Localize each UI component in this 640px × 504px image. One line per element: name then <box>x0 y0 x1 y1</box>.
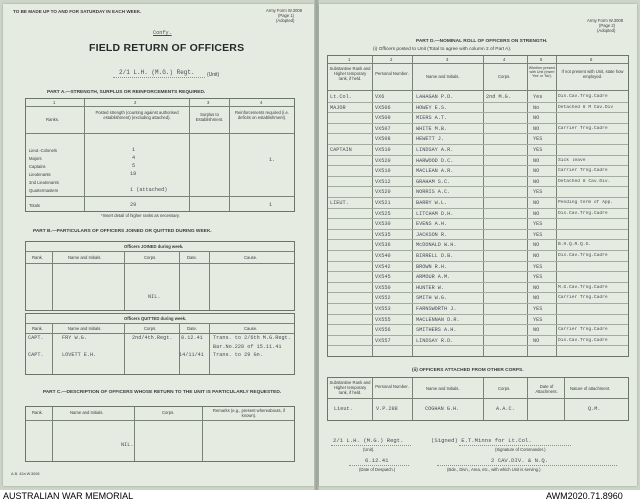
roll-cell-yes: NO <box>533 253 540 259</box>
form-print-code: A.B. 42a W.3008 <box>11 472 40 476</box>
roll-cell-yes: YES <box>533 306 543 312</box>
roll-cell-name: JACKSON R. <box>416 231 448 238</box>
army-form-label: Army Form W.3008 <box>266 8 303 13</box>
roll-cell-rank: MAJOR <box>330 104 346 111</box>
adopted-label: (Adopted) <box>276 18 295 23</box>
roll-cell-emp: Dis.Cav.Trng.Cadre <box>558 210 608 216</box>
roll-cell-yes: YES <box>533 221 543 228</box>
roll-cell-num: VX510 <box>375 147 391 153</box>
roll-cell-num: VX535 <box>375 231 391 238</box>
archive-caption-bar <box>0 490 640 504</box>
roll-cell-name: LINDSAY R.D. <box>416 337 454 344</box>
form-title: FIELD RETURN OF OFFICERS <box>89 42 245 54</box>
roll-cell-emp: Dis.Cav.Trng.Cadre <box>558 253 608 258</box>
roll-cell-name: BIRRELL D.B. <box>416 253 454 259</box>
roll-cell-num: VX553 <box>375 306 391 312</box>
roll-cell-num: VX521 <box>375 200 391 206</box>
part-c-nil: NIL. <box>121 442 134 448</box>
roll-cell-name: ARMOUR A.M. <box>416 274 451 281</box>
roll-cell-name: EVENS A.H. <box>416 221 448 228</box>
roll-cell-yes: NO <box>533 200 540 206</box>
roll-cell-emp: Dis.Cav.Trng.Cadre <box>558 337 608 343</box>
part-c-title: PART C.—DESCRIPTION OF OFFICERS WHOSE RETURN TO THE UNIT IS PARTICULARLY REQUESTED. <box>42 390 282 395</box>
archive-name: AUSTRALIAN WAR MEMORIAL <box>3 491 134 501</box>
roll-cell-num: VX556 <box>375 327 391 334</box>
footer-unit-label: (Unit). <box>363 447 375 452</box>
col-header-ranks: Ranks. <box>46 117 60 122</box>
roll-cell-rank: CAPTAIN <box>330 147 352 153</box>
roll-cell-num: VX525 <box>375 210 391 217</box>
roll-cell-name: MIERS A.T. <box>416 115 448 122</box>
form-page-2 <box>319 4 637 486</box>
roll-cell-name: HUNTER W. <box>416 284 445 291</box>
roll-cell-name: MACLEAN A.R. <box>416 168 454 175</box>
roll-cell-name: MACLENNAN D.R. <box>416 316 460 323</box>
roll-cell-emp: Carrier Trng.Cadre <box>558 168 608 174</box>
form-page-1 <box>3 4 314 486</box>
roll-cell-rank: LIEUT. <box>330 200 349 206</box>
part-b-title: PART B.—PARTICULARS OF OFFICERS JOINED OR QUITTED DURING WEEK. <box>33 229 212 234</box>
part-d-title: PART D.—NOMINAL ROLL OF OFFICERS ON STRENGTH. <box>416 39 548 44</box>
roll-cell-yes: NO <box>533 327 540 334</box>
top-note: TO BE MADE UP TO AND FOR SATURDAY IN EACH WEEK. <box>13 9 142 14</box>
despatch-date: 6.12.41 <box>365 457 389 464</box>
page-number: (Page 1) <box>278 13 295 18</box>
roll-cell-num: VX520 <box>375 157 391 164</box>
roll-cell-name: LINDSAY A.R. <box>416 147 454 153</box>
joined-title: Officers JOINED during week. <box>124 244 184 249</box>
footer-unit-value: 2/1 L.H. (M.G.) Regt. <box>333 437 404 444</box>
part-c-table: Rank. Name and Initials. Corps. Remarks (e.g., present whereabouts, if known). NIL. <box>25 406 295 462</box>
roll-cell-yes: YES <box>533 274 543 281</box>
roll-cell-num: VX542 <box>375 263 391 270</box>
roll-cell-yes: YES <box>533 136 543 143</box>
roll-cell-rank: Lt.Col. <box>330 94 352 100</box>
roll-cell-emp: Detached 8 M Cav.Div <box>558 104 614 110</box>
roll-cell-num: VX536 <box>375 242 391 249</box>
roll-cell-name: FARNSWORTH J. <box>416 306 457 312</box>
roll-cell-num: VX545 <box>375 274 391 281</box>
roll-cell-emp: Carrier Trng.Cadre <box>558 295 608 301</box>
roll-cell-yes: NO <box>533 125 540 132</box>
quitted-table: Officers QUITTED during week. Rank. Name and Initials. Corps. Date. Cause. CAPT. FRY W.G. 2nd/4th.Regt. 8.12.41 Trans. to 2/6th M.G.Regt. Bar.No.228 of 15.11.41 CAPT. LOVETT E.H. 14/11/41 Trans. to 29 Gn. <box>25 313 295 375</box>
roll-cell-yes: NO <box>533 178 540 185</box>
roll-cell-num: VX550 <box>375 284 391 291</box>
roll-cell-name: SMITHERS A.H. <box>416 327 457 334</box>
part-a-table: 1 2 3 4 Ranks. Posted strength (counting against authorised establishment) (excluding attached). Surplus to Establishment. Reinforcements required (i.e. deficits on establishment). Lieut.-Colonels 1 Majors 4 1. Captains 5 Lieutenants 18 2nd Lieutenants Quartermasters 1 (attached) Totals 29 1 <box>25 98 295 212</box>
roll-cell-name: LAHAGAN P.D. <box>416 94 454 100</box>
col-header-reinforcements: Reinforcements required (i.e. deficits on establishment). <box>235 110 289 120</box>
roll-cell-emp: Sick leave <box>558 157 586 163</box>
roll-cell-emp: Detached 8 Cav.Div. <box>558 178 611 184</box>
roll-cell-num: VX520 <box>375 189 391 196</box>
roll-cell-name: HARWOOD D.C. <box>416 157 454 164</box>
roll-cell-num: VX552 <box>375 295 391 302</box>
roll-cell-yes: NO <box>533 115 540 122</box>
roll-cell-emp: Carrier Trng.Cadre <box>558 327 608 333</box>
part-a-footnote: *Insert detail of higher ranks as necessary. <box>101 213 180 218</box>
roll-cell-num: VX530 <box>375 221 391 228</box>
quitted-title: Officers QUITTED during week. <box>124 316 187 321</box>
joined-table: Officers JOINED during week. Rank. Name and Initials. Corps. Date. Cause. NIL. <box>25 241 295 311</box>
attached-title: (ii) OFFICERS ATTACHED FROM OTHER CORPS. <box>412 368 524 373</box>
roll-cell-num: VX506 <box>375 104 391 111</box>
roll-cell-yes: NO <box>533 295 540 302</box>
roll-cell-yes: YES <box>533 147 543 153</box>
roll-cell-emp: Pending term of App. <box>558 200 614 205</box>
roll-cell-name: HOWEY E.S. <box>416 104 448 111</box>
roll-cell-name: BARRY W.L. <box>416 200 448 206</box>
roll-cell-yes: YES <box>533 316 543 323</box>
col-header-posted: Posted strength (counting against authorised establishment) (excluding attached). <box>95 110 179 120</box>
roll-cell-yes: NO <box>533 168 540 175</box>
adopted-label: (Adopted) <box>597 28 616 33</box>
roll-cell-num: VX512 <box>375 178 391 185</box>
roll-cell-num: VX540 <box>375 253 391 259</box>
roll-cell-yes: NO <box>533 337 540 344</box>
col-header-surplus: Surplus to Establishment. <box>195 112 224 122</box>
part-d-subtitle: (i) Officers posted to Unit (Total to agree with column 2 of Part A). <box>373 47 512 52</box>
roll-cell-name: LITCHAM D.H. <box>416 210 454 217</box>
roll-cell-num: VX509 <box>375 115 391 122</box>
roll-cell-yes: NO <box>533 242 540 249</box>
roll-cell-name: NORRIS A.C. <box>416 189 451 196</box>
nominal-roll-table: 1 2 3 4 5 6 Substantive Rank and Higher temporary rank, if held. Personal Number. Name and Initials. Corps. Whether present with Unit (Insert 'Yes' or 'No'). If not present with Unit, state how employed. Lt.Col. VX6 LAHAGAN P.D. 2nd M.G. Yes Dis.Cav.Trng.Cadre MAJOR VX506 HOWEY E.S. No Detached 8 M Cav.Div VX509 MIERS A.T. NO VX507 WHITE M.B. NO Carrier Trng.Cadre VX508 HEWETT J. YES CAPTAIN VX510 LINDSAY A.R. YES VX520 HARWOOD D.C. NO Sick leave VX510 MACLEAN A.R. NO Carrier Trng.Cadre VX512 GRAHAM S.C. NO Detached 8 Cav.Div. VX520 NORRIS A.C. YES LIEUT. VX521 BARRY W.L. NO Pending term of App. VX525 LITCHAM D.H. NO Dis.Cav.Trng.Cadre VX530 EVENS A.H. YES VX535 JACKSON R. YES VX536 McDONALD W.H. NO B.H.Q.R.Q.G. VX540 BIRRELL D.B. NO Dis.Cav.Trng.Cadre VX542 BROWN R.H. YES VX545 ARMOUR A.M. YES VX550 HUNTER W. NO M.G.Cav.Trng.Cadre VX552 SMITH W.G. NO Carrier Trng.Cadre VX553 FARNSWORTH J. YES VX555 MACLENNAN D.R. YES VX556 SMITHERS A.H. NO Carrier Trng.Cadre VX557 LINDSAY R.D. NO Dis.Cav.Trng.Cadre <box>327 55 629 357</box>
roll-cell-num: VX508 <box>375 136 391 143</box>
roll-cell-yes: Yes <box>533 94 543 100</box>
roll-cell-corps: 2nd M.G. <box>486 94 511 100</box>
roll-cell-num: VX555 <box>375 316 391 323</box>
roll-cell-name: BROWN R.H. <box>416 263 448 270</box>
roll-cell-name: HEWETT J. <box>416 136 445 143</box>
unit-value: 2/1 L.H. (M.G.) Regt. <box>119 69 195 76</box>
joined-nil: NIL. <box>148 294 161 300</box>
archive-reference: AWM2020.71.8960 <box>546 491 623 501</box>
roll-cell-emp: B.H.Q.R.Q.G. <box>558 242 592 248</box>
roll-cell-name: McDONALD W.H. <box>416 242 457 249</box>
roll-cell-num: VX507 <box>375 125 391 132</box>
despatch-date-label: (Date of Despatch.) <box>359 467 396 472</box>
roll-cell-num: VX6 <box>375 94 385 100</box>
roll-cell-yes: YES <box>533 189 543 196</box>
roll-cell-emp: Dis.Cav.Trng.Cadre <box>558 94 608 99</box>
signature-label: (Signature of Commander.) <box>495 447 546 452</box>
roll-cell-yes: NO <box>533 210 540 217</box>
part-a-title: PART A.—STRENGTH, SURPLUS OR REINFORCEMENTS REQUIRED. <box>47 90 206 95</box>
handwritten-marking: Confy. <box>153 30 172 36</box>
signed-value: (Signed) E.T.Minns for Lt.Col. <box>431 437 532 444</box>
roll-cell-name: GRAHAM S.C. <box>416 178 451 185</box>
roll-cell-num: VX557 <box>375 337 391 344</box>
attached-table: Substantive Rank and Higher temporary rank, if held. Personal Number. Name and Initials. Corps. Date of Attachment. Nature of attachment. Lieut. V.P.288 COGHAN G.H. A.A.C. Q.M. <box>327 377 629 421</box>
roll-cell-emp: Carrier Trng.Cadre <box>558 125 608 131</box>
army-form-label: Army Form W.3008 <box>587 18 624 23</box>
roll-cell-yes: YES <box>533 263 543 270</box>
roll-cell-yes: NO <box>533 284 540 291</box>
location-label: (Bde., Divn., Area, etc., with which Unit is serving.) <box>447 467 541 472</box>
roll-cell-yes: No <box>533 104 540 111</box>
roll-cell-num: VX510 <box>375 168 391 175</box>
page-number: (Page 2) <box>599 23 616 28</box>
location-value: 2 CAV.DIV. & N.Q. <box>491 457 549 464</box>
roll-cell-name: SMITH W.G. <box>416 295 448 302</box>
roll-cell-name: WHITE M.B. <box>416 125 448 132</box>
roll-cell-yes: NO <box>533 157 540 164</box>
roll-cell-yes: YES <box>533 231 543 238</box>
roll-cell-emp: M.G.Cav.Trng.Cadre <box>558 284 608 290</box>
unit-label: (Unit) <box>207 72 220 78</box>
